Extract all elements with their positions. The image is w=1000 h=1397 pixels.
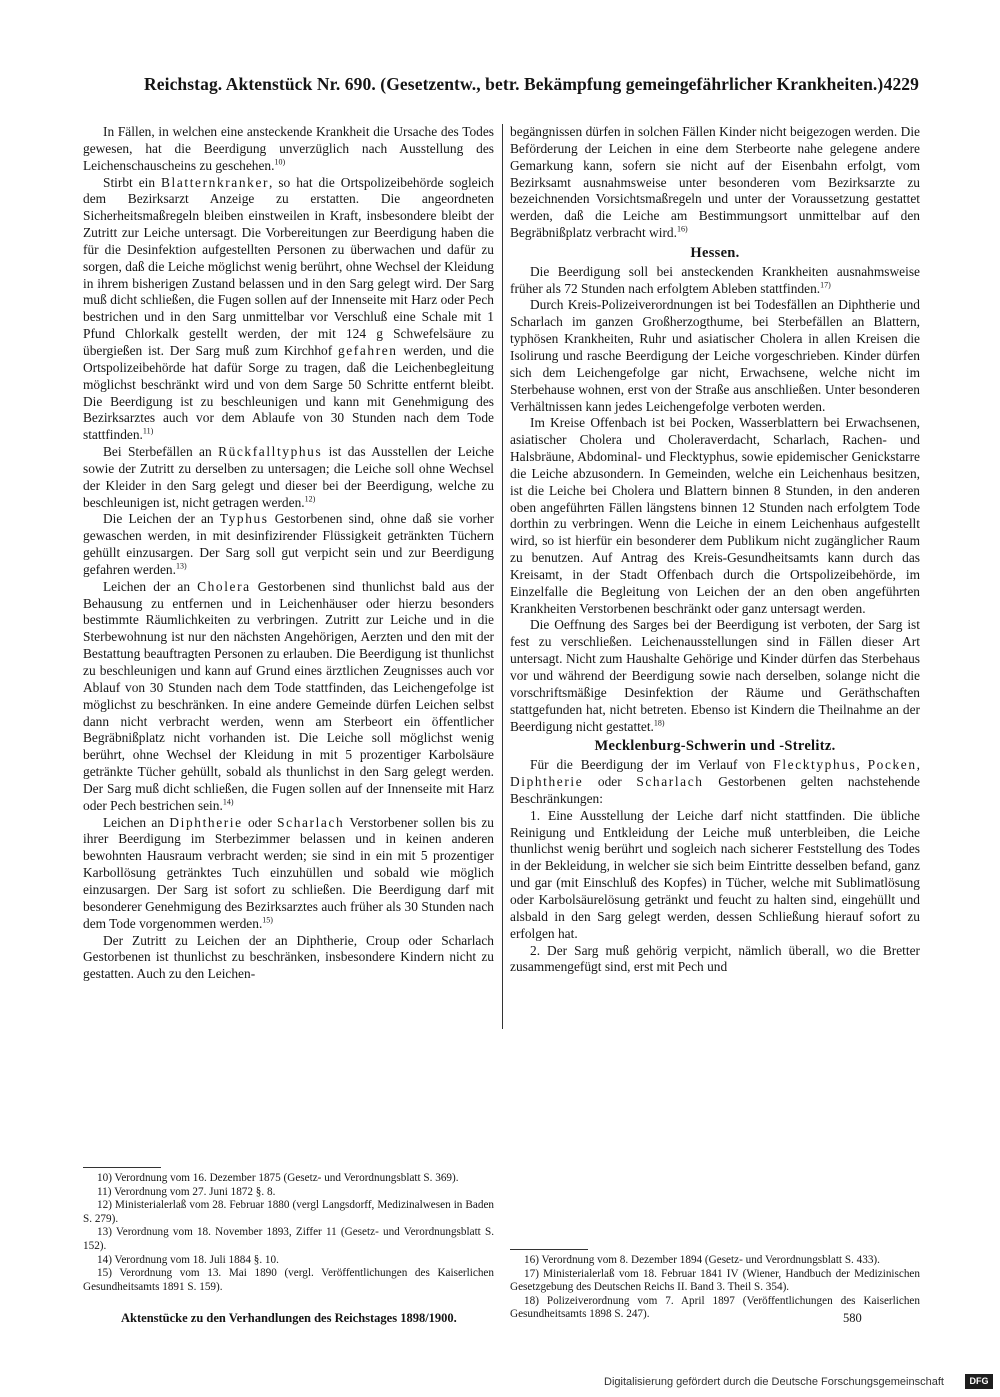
footnote-ref: 12) [304,494,316,504]
section-heading-mecklenburg: Mecklenburg-Schwerin und -Strelitz. [594,738,836,755]
footnote: 17) Ministerialerlaß vom 18. Februar 1841 IV (Wiener, Handbuch der Medizinischen Gesetzgebung des Deutschen Reichs II. Band 3. Theil S. 354). [510,1267,920,1294]
footnote: 16) Verordnung vom 8. Dezember 1894 (Gesetz- und Verordnungsblatt S. 433). [524,1254,880,1266]
footnote-ref: 15) [262,915,273,925]
paragraph: Durch Kreis-Polizeiverordnungen ist bei Todesfällen an Diphtherie und Scharlach im ganzen Großherzogthume, bei Sterbefällen an Blattern, typhösen Krankheiten, Ruhr und asiatischer Cholera in allen Kreisen die Isolirung und rasche Beerdigung der Leiche vorgeschrieben. Kinder dürfen sich dem Leichengefolge gar nicht, Erwachsene, welche nicht im Sterbehause wohnen, erst von der Straße aus anschließen. Unter besonderen Verhältnissen kann jedes Leichengefolge verboten werden. [510,297,920,414]
emphasis: Diphtherie [169,814,243,830]
paragraph: Im Kreise Offenbach ist bei Pocken, Wasserblattern bei Erwachsenen, asiatischer Cholera und Choleraverdacht, Scharlach, Rachen- und Halsbräune, Abdominal- und Flecktyphus, sowie epidemischer Genickstarre die Leiche abzusondern. In Gemeinden, welche ein Leichenhaus besitzen, ist die Leiche bei Cholera und Blattern binnen 8 Stunden, in den anderen oben angeführten Fällen längstens binnen 12 Stunden nach erfolgtem Tode dorthin zu verbringen. Wenn die Leiche in einem Leichenhaus aufgestellt wird, so ist hierfür ein besonderer dem Publikum nicht zugänglicher Raum zu benutzen. Auf Antrag des Kreis-Gesundheitsamts kann durch das Kreisamt, in der Stadt Offenbach durch die Ortspolizeibehörde, im Einzelfalle die Begleitung von Leichen der an den oben angeführten Krankheiten Verstorbenen beschränkt oder ganz untersagt werden. [510,415,920,616]
footnote-ref: 10) [274,157,286,167]
left-footnotes [83,1159,494,1294]
right-footnotes [510,1241,920,1322]
header-page-number: 4229 [883,74,919,94]
footnote-ref: 11) [142,426,154,436]
paragraph: Für die Beerdigung der im Verlauf von Flecktyphus, Pocken, Diphtherie oder Scharlach Gestorbenen gelten nachstehende Beschränkungen: [510,757,920,806]
footnote: 11) Verordnung vom 27. Juni 1872 §. 8. [97,1185,276,1198]
footer-publication: Aktenstücke zu den Verhandlungen des Reichstages 1898/1900. [121,1311,457,1325]
dfg-logo-icon: DFG [965,1374,993,1389]
left-column [83,124,494,983]
paragraph: 1. Eine Ausstellung der Leiche darf nicht stattfinden. Die übliche Reinigung und Entkleidung der Leiche muß unterbleiben, die Leiche thunlichst wenig berührt und sogleich nach sicherer Feststellung des Todes in der Bekleidung, in welcher sie sich beim Eintritte desselben befand, ganz und gar (mit Einschluß des Kopfes) in Tücher, welche mit Sublimatlösung oder Karbolsäurelösung getränkt und feucht zu halten sind, eingehüllt und alsbald in den Sarg gelegt werden, dessen Schließung hierauf sofort zu erfolgen hat. [510,807,920,941]
paragraph: Die Oeffnung des Sarges bei der Beerdigung ist verboten, der Sarg ist fest zu verschließen. Leichenausstellungen sind in Fällen dieser Art untersagt. Nicht zum Haushalte Gehörige und Kinder dürfen das Sterbehaus vor und während der Beerdigung sowie nach derselben, solange nicht die vorschriftsmäßige Desinfektion der Räume und Geräthschaften stattgefunden hat, nicht betreten. Ebenso ist Kindern die Theilnahme an der Beerdigung nicht gestattet.$^{18)}$ [510,617,920,734]
emphasis: Cholera [197,578,251,594]
footnote: 15) Verordnung vom 13. Mai 1890 (vergl. Veröffentlichungen des Kaiserlichen Gesundheitsamts 1891 S. 159). [83,1267,494,1293]
paragraph: Leichen an Diphtherie oder Scharlach Verstorbener sollen bis zu ihrer Beerdigung im Sterbezimmer belassen und in keinen anderen bewohnten Hausraum verbracht werden; sie sind in ein mit 5 prozentiger Karbollösung getränktes Tuch einzuhüllen und sobald wie möglich einzusargen. Der Sarg ist sofort zu schließen. Die Beerdigung darf mit besonderer Genehmigung des Bezirksarztes auch früher als 30 Stunden nach dem Tode vorgenommen werden.$^{15)}$ [83,814,494,931]
page-header [144,74,919,102]
footnote: 13) Verordnung vom 18. November 1893, Ziffer 11 (Gesetz- und Verordnungsblatt S. 152). [83,1226,494,1252]
digitization-credit: Digitalisierung gefördert durch die Deutsche Forschungsgemeinschaft [604,1376,944,1388]
paragraph: Der Zutritt zu Leichen der an Diphtherie, Croup oder Scharlach Gestorbenen ist thunlichst zu beschränken, insbesondere Kindern nicht zu gestatten. Auch zu den Leichen- [83,932,494,982]
emphasis: Rückfalltyphus [218,444,323,460]
emphasis: Pocken [867,757,917,773]
paragraph: begängnissen dürfen in solchen Fällen Kinder nicht beigezogen werden. Die Beförderung der Leichen in eine dem Sterbeorte nahe gelegene andere Gemarkung kann, sofern sie nicht auf der Eisenbahn erfolgt, vom Bezirksamt ausnahmsweise unter besonderen vom Bezirksarzte zu bezeichnenden Vorsichtsmaßregeln und unter der Voraussetzung gestattet werden, daß die Leiche am Bestimmungsort unmittelbar auf den Begräbnißplatz verbracht wird.$^{16)}$ [510,124,920,241]
emphasis: Typhus [219,511,269,527]
header-title: Reichstag. Aktenstück Nr. 690. (Gesetzentw., betr. Bekämpfung gemeingefährlicher Krankheiten.) [144,74,884,94]
right-column [510,124,920,976]
section-heading-hessen: Hessen. [690,244,740,261]
footnote-ref: 13) [175,561,187,571]
footnote-ref: 17) [820,280,831,290]
paragraph: Bei Sterbefällen an Rückfalltyphus ist das Ausstellen der Leiche sowie der Zutritt zu derselben zu untersagen; die Leiche soll ohne Wechsel der Kleider in den Sarg gelegt und dieser bei der Beerdigung, welche zu beschleunigen ist, nicht getragen werden.$^{12)}$ [83,444,494,510]
footnote-ref: 18) [653,718,665,728]
paragraph: Die Leichen der an Typhus Gestorbenen sind, ohne daß sie vorher gewaschen werden, in mit desinfizirender Flüssigkeit getränkten Tüchern gehüllt einzusargen. Der Sarg soll gut verpicht sein und zur Beerdigung gefahren werden.$^{13)}$ [83,511,494,577]
footnote: 12) Ministerialerlaß vom 28. Februar 1880 (vergl Langsdorff, Medizinalwesen in Baden S. 279). [83,1199,494,1225]
footnote: 10) Verordnung vom 16. Dezember 1875 (Gesetz- und Verordnungsblatt S. 369). [97,1172,459,1184]
emphasis: Blatternkranker [161,174,270,190]
footnote-rule [510,1249,588,1250]
footnote-ref: 16) [676,224,688,234]
paragraph: Stirbt ein Blatternkranker, so hat die Ortspolizeibehörde sogleich dem Bezirksarzt Anzeige zu erstatten. Die angeordneten Sicherheitsmaßregeln bleiben einstweilen in Kraft, insbesondere bleibt der Zutritt zur Leiche untersagt. Die Vorbereitungen zur Beerdigung haben die für die Desinfektion aufgestellten Personen zu überwachen und dafür zu sorgen, daß die Leiche möglichst wenig berührt, ohne Wechsel der Kleidung in ihrem bisherigen Zustand belassen und in den Sarg gelegt wird. Der Sarg muß dicht schließen, die Fugen sollen auf der Innenseite mit Harz oder Pech bestrichen und in den Sarg unmittelbar vor Verschluß eine Schale mit 1 Pfund Chlorkalk gestellt werden, der mit 124 g Schwefelsäure zu übergießen ist. Der Sarg muß zum Kirchhof gefahren werden, und die Ortspolizeibehörde hat dafür Sorge zu tragen, daß die Leichenbegleitung möglichst beschränkt wird und von dem Sarge 50 Schritte entfernt bleibt. Die Beerdigung ist zu beschleunigen und kann mit Genehmigung des Bezirksarztes auch vor dem Ablaufe von 30 Stunden nach dem Tode stattfinden.$^{11)}$ [83,174,494,443]
emphasis: Scharlach [636,774,704,790]
paragraph: Leichen der an Cholera Gestorbenen sind thunlichst bald aus der Behausung zu entfernen und in Leichenhäuser oder hierzu besonders bestimmte Räumlichkeiten zu verbringen. Zutritt zur Leiche und in die Sterbewohnung ist nur den nächsten Angehörigen, Aerzten und den mit der Bestattung beauftragten Personen zu erlauben. Die Beerdigung ist thunlichst zu beschleunigen und kann auf Grund eines ärztlichen Zeugnisses auch vor Ablauf von 30 Stunden nach dem Tode stattfinden, das Leichengefolge ist möglichst zu beschränken. In eine andere Gemeinde dürfen Leichen selbst dann nicht verbracht werden, wenn am Sterbeort ein öffentlicher Begräbnißplatz nicht vorhanden ist. Die Leiche soll möglichst wenig berührt, ohne Wechsel der Kleidung in mit 5 prozentiger Karbolsäure getränkte Tücher gehüllt, sobald als thunlichst in den Sarg gelegt werden. Der Sarg muß dicht schließen, die Fugen sollen auf der Innenseite mit Harz oder Pech bestrichen sein.$^{14)}$ [83,578,494,813]
footnote: 14) Verordnung vom 18. Juli 1884 §. 10. [97,1253,279,1266]
emphasis: Flecktyphus [773,757,857,773]
emphasis: gefahren [337,342,398,358]
paragraph: 2. Der Sarg muß gehörig verpicht, nämlich überall, wo die Bretter zusammengefügt sind, erst mit Pech und [510,942,920,975]
footnote-ref: 14) [222,797,234,807]
emphasis: Scharlach [277,814,345,830]
emphasis: Diphtherie [510,774,584,790]
footnote: 18) Polizeiverordnung vom 7. April 1897 (Veröffentlichungen des Kaiserlichen Gesundheitsamts 1898 S. 247). [510,1294,920,1321]
paragraph: Die Beerdigung soll bei ansteckenden Krankheiten ausnahmsweise früher als 72 Stunden nach erfolgtem Ableben stattfinden.$^{17)}$ [510,263,920,296]
footer-sheet-number: 580 [843,1311,862,1325]
column-divider [502,124,503,1029]
paragraph: In Fällen, in welchen eine ansteckende Krankheit die Ursache des Todes gewesen, hat die Beerdigung unverzüglich nach Ausstellung des Leichenschauscheins zu geschehen.$^{10)}$ [83,124,494,173]
footnote-rule [83,1167,161,1168]
